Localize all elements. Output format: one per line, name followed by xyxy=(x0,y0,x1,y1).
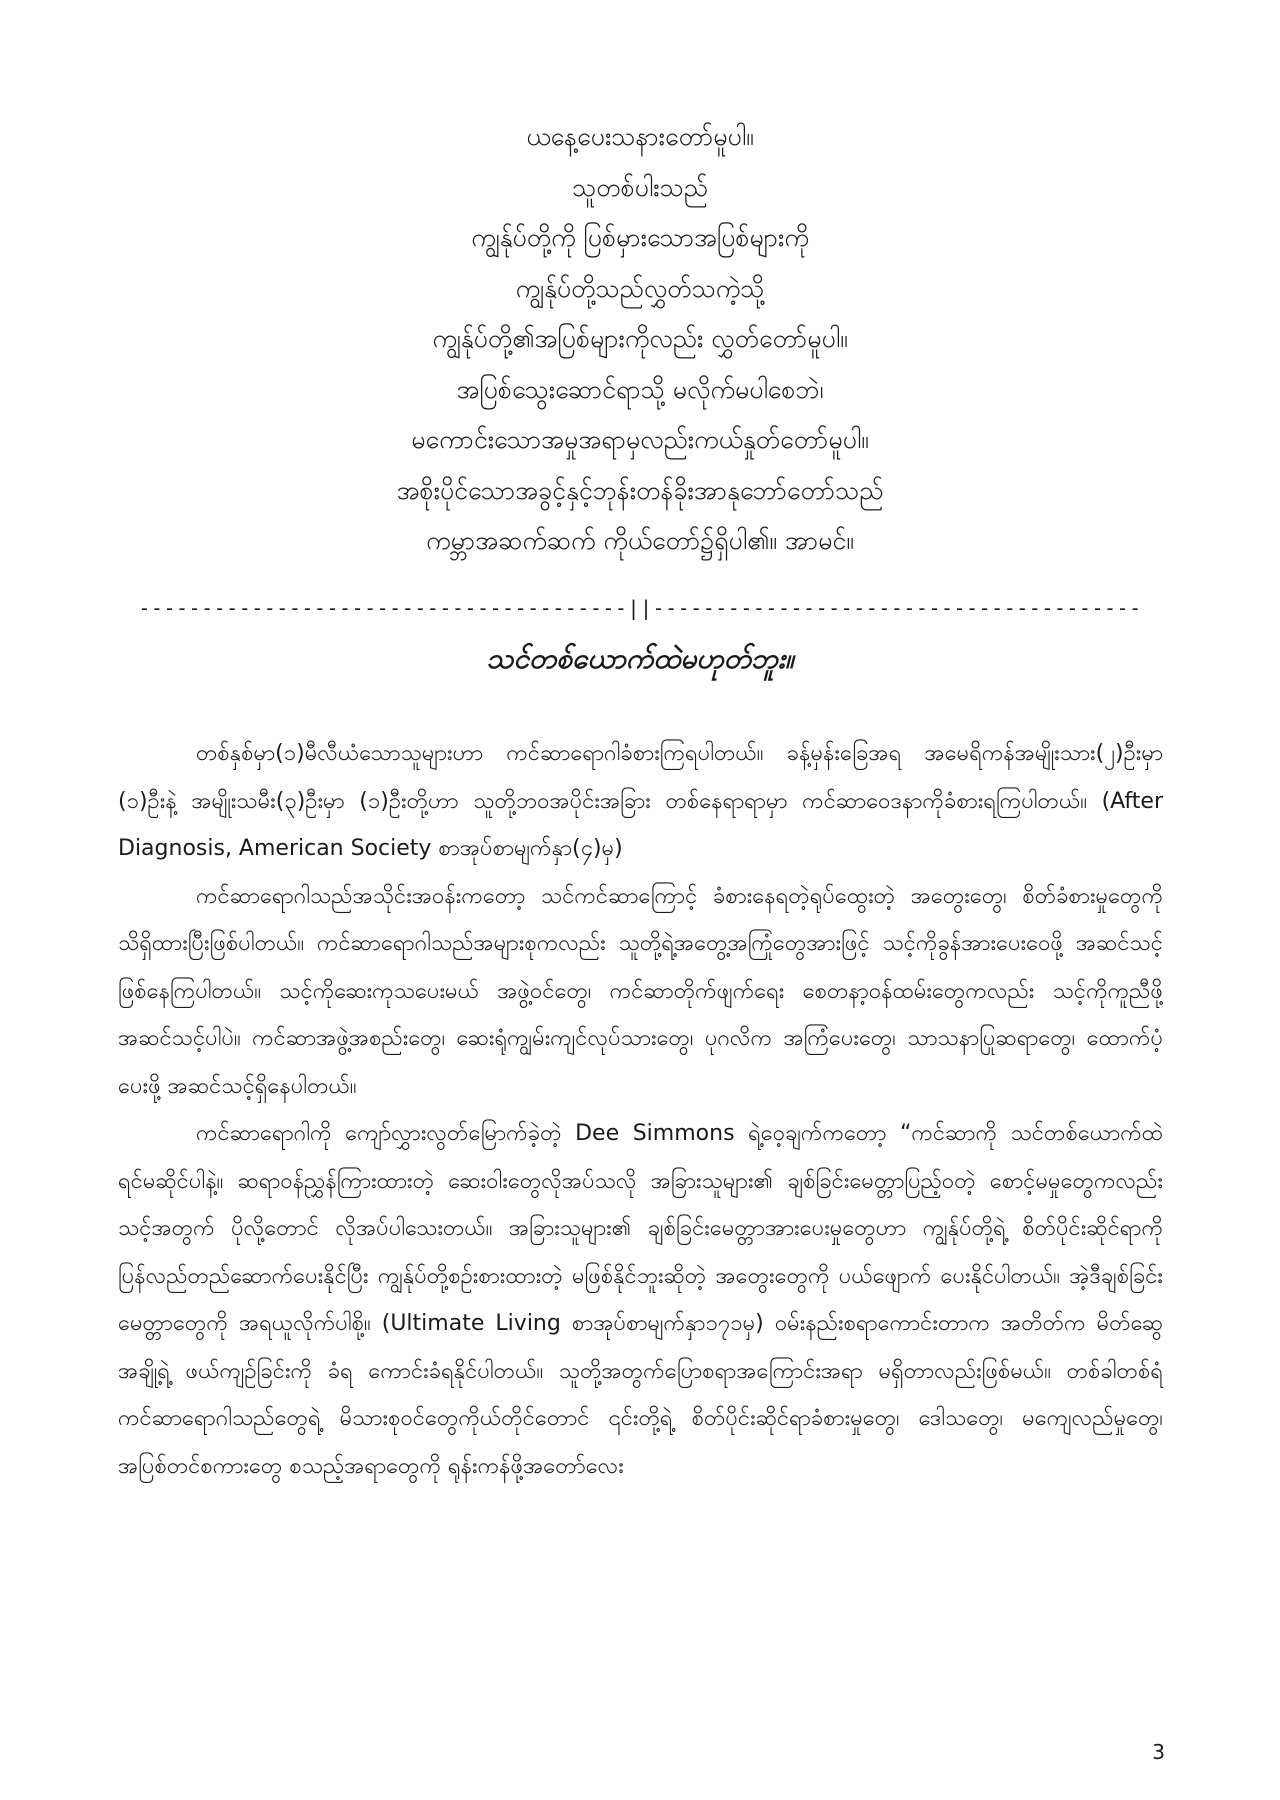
prayer-line: သူတစ်ပါးသည် xyxy=(572,172,708,202)
prayer-line: အစိုးပိုင်သောအခွင့်နှင့်ဘုန်းတန်ခိုးအာနုဘော်တော်သည် xyxy=(396,475,884,505)
section-title: သင်တစ်ယောက်ထဲမဟုတ်ဘူး။ xyxy=(486,642,794,675)
paragraph: ကင်ဆာရောဂါကို ကျော်လွှားလွတ်မြောက်ခဲ့တဲ့ Dee Simmons ရဲ့ဝေ့ချက်ကတော့ “ကင်ဆာကို သင်တစ်ယောက်ထဲ ရင်မဆိုင်ပါနဲ့။ ဆရာဝန်ညွှန်ကြားထားတဲ့ ဆေးဝါးတွေလိုအပ်သလို အခြားသူများ၏ ချစ်ခြင်းမေတ္တာပြည့်ဝတဲ့ စောင့်မမှုတွေကလည်း သင့်အတွက် ပိုလို့တောင် လိုအပ်ပါသေးတယ်။ အခြားသူများ၏ ချစ်ခြင်းမေတ္တာအားပေးမှုတွေဟာ ကျွန်ုပ်တို့ရဲ့ စိတ်ပိုင်းဆိုင်ရာကို ပြန်လည်တည်ဆောက်ပေးနိုင်ပြီး ကျွန်ုပ်တို့စဉ်းစားထားတဲ့ မဖြစ်နိုင်ဘူးဆိုတဲ့ အတွေးတွေကို ပယ်ဖျောက် ပေးနိုင်ပါတယ်။ အဲ့ဒီချစ်ခြင်းမေတ္တာတွေကို အရယူလိုက်ပါစို့။ (Ultimate Living စာအုပ်စာမျက်နှာ၁၇၁မှ) ဝမ်းနည်းစရာကောင်းတာက အတိတ်က မိတ်ဆွေအချို့ရဲ့ ဖယ်ကျဉ်ခြင်းကို ခံရ ကောင်းခံရနိုင်ပါတယ်။ သူတို့အတွက်ပြောစရာအကြောင်းအရာ မရှိတာလည်းဖြစ်မယ်။ တစ်ခါတစ်ရံကင်ဆာရောဂါသည်တွေရဲ့ မိသားစုဝင်တွေကိုယ်တိုင်တောင် ၎င်းတို့ရဲ့ စိတ်ပိုင်းဆိုင်ရာခံစားမှုတွေ၊ ဒေါသတွေ၊ မကျေလည်မှုတွေ၊ အပြစ်တင်စကားတွေ စသည့်အရာတွေကို ရုန်းကန်ဖို့အတော်လေး xyxy=(118,1121,1163,1479)
section-divider: ---------------------------------------||--------------------------------------- xyxy=(138,596,1142,620)
prayer-line: မကောင်းသောအမှုအရာမှလည်းကယ်နှုတ်တော်မူပါ။ xyxy=(411,425,869,454)
prayer-line: ကျွန်ုပ်တို့သည်လွှတ်သကဲ့သို့ xyxy=(515,273,765,303)
prayer-line: ကမ္ဘာအဆက်ဆက် ကိုယ်တော်၌ရှိပါ၏။ အာမင်။ xyxy=(426,526,854,555)
prayer-line: ယနေ့ပေးသနားတော်မူပါ။ xyxy=(526,122,754,151)
page-number: 3 xyxy=(1152,1740,1165,1764)
prayer-block xyxy=(140,112,1140,567)
prayer-line: အပြစ်သွေးဆောင်ရာသို့ မလိုက်မပါစေဘဲ၊ xyxy=(456,374,824,404)
body-text xyxy=(118,730,1163,1490)
prayer-line: ကျွန်ုပ်တို့၏အပြစ်များကိုလည်း လွှတ်တော်မူပါ။ xyxy=(432,324,848,353)
paragraph: တစ်နှစ်မှာ(၁)မီလီယံသောသူများဟာ ကင်ဆာရောဂါခံစားကြရပါတယ်။ ခန့်မှန်းခြေအရ အမေရိကန်အမျိုးသား(၂)ဦးမှာ (၁)ဦးနဲ့ အမျိုးသမီး(၃)ဦးမှာ (၁)ဦးတို့ဟာ သူတို့ဘ၀အပိုင်းအခြား တစ်နေရာရာမှာ ကင်ဆာဝေဒနာကိုခံစားရကြပါတယ်။ (After Diagnosis, American Society စာအုပ်စာမျက်နှာ(၄)မှ) xyxy=(118,741,1163,861)
paragraph: ကင်ဆာရောဂါသည်အသိုင်းအဝန်းကတော့ သင်ကင်ဆာကြောင့် ခံစားနေရတဲ့ရုပ်ထွေးတဲ့ အတွေးတွေ၊ စိတ်ခံစားမှုတွေကို သိရှိထားပြီးဖြစ်ပါတယ်။ ကင်ဆာရောဂါသည်အများစုကလည်း သူတို့ရဲ့အတွေ့အကြုံတွေအားဖြင့် သင့်ကိုခွန်အားပေးဝေဖို့ အဆင်သင့်ဖြစ်နေကြပါတယ်။ သင့်ကိုဆေးကုသပေးမယ် အဖွဲ့ဝင်တွေ၊ ကင်ဆာတိုက်ဖျက်ရေး စေတနာ့ဝန်ထမ်းတွေကလည်း သင့်ကိုကူညီဖို့ အဆင်သင့်ပါပဲ။ ကင်ဆာအဖွဲ့အစည်းတွေ၊ ဆေးရုံကျွမ်းကျင်လုပ်သားတွေ၊ ပုဂလိက အကြံပေးတွေ၊ သာသနာပြုဆရာတွေ၊ ထောက်ပံ့ပေးဖို့ အဆင်သင့်ရှိနေပါတယ်။ xyxy=(118,883,1163,1099)
prayer-line: ကျွန်ုပ်တို့ကို ပြစ်မှားသောအပြစ်များကို xyxy=(471,223,809,252)
